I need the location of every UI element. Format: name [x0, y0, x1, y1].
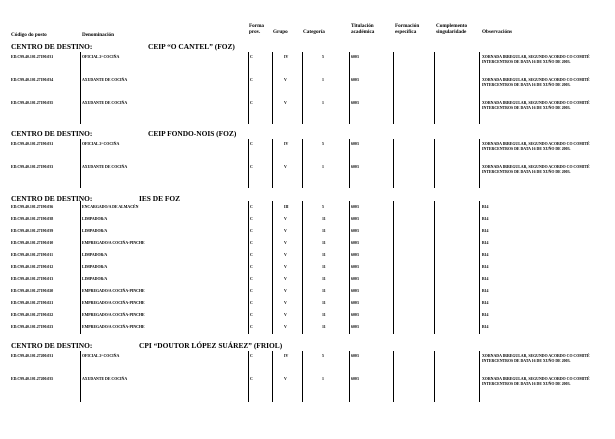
row-observacions: B14 [482, 265, 489, 269]
column-rule [272, 139, 273, 188]
row-titulacion: 6003 [351, 377, 359, 381]
row-titulacion: 6003 [351, 165, 359, 169]
row-observacions: XORNADA IRREGULAR, SEGUNDO ACORDO CO COMITÉ INTERCENTROS DE DATA 16 DE XUÑO DE 2003. [482, 101, 590, 110]
row-titulacion: 6003 [351, 253, 359, 257]
row-grupo: III [284, 205, 289, 209]
row-denominacion: LIMPADOR/A [82, 253, 108, 257]
row-forma: C [250, 313, 253, 317]
row-code: ED.C99.40.101.27200.031 [11, 354, 54, 358]
column-rule [302, 201, 303, 334]
row-titulacion: 6003 [351, 241, 359, 245]
row-titulacion: 6003 [351, 142, 359, 146]
row-grupo: V [284, 277, 287, 281]
row-categoria: 5 [322, 205, 324, 209]
row-titulacion: 6003 [351, 229, 359, 233]
row-forma: C [250, 55, 253, 59]
column-rule [302, 351, 303, 402]
column-rule [434, 139, 435, 188]
row-categoria: 11 [322, 301, 326, 305]
row-denominacion: OFICIAL 2ª COCIÑA [82, 55, 120, 59]
row-forma: C [250, 78, 253, 82]
header-grupo: Grupo [273, 28, 288, 35]
row-titulacion: 6003 [351, 101, 359, 105]
column-rule [272, 52, 273, 124]
section-name: CEIP “O CANTEL” (FOZ) [148, 42, 235, 51]
row-denominacion: AXUDANTE DE COCIÑA [82, 101, 128, 105]
row-titulacion: 6003 [351, 289, 359, 293]
row-denominacion: AXUDANTE DE COCIÑA [82, 78, 128, 82]
row-categoria: 11 [322, 325, 326, 329]
row-grupo: V [284, 253, 287, 257]
column-rule [248, 52, 249, 124]
row-grupo: V [284, 217, 287, 221]
row-forma: C [250, 253, 253, 257]
row-categoria: 11 [322, 253, 326, 257]
row-titulacion: 6003 [351, 55, 359, 59]
row-forma: C [250, 277, 253, 281]
row-forma: C [250, 229, 253, 233]
row-code: ED.C99.40.101.27190.021 [11, 301, 54, 305]
column-rule [479, 139, 480, 188]
row-code: ED.C99.40.101.27190.011 [11, 253, 54, 257]
row-observacions: XORNADA IRREGULAR, SEGUNDO ACORDO CO COMITÉ INTERCENTROS DE DATA 16 DE XUÑO DE 2003. [482, 142, 590, 151]
row-grupo: V [284, 313, 287, 317]
header-codigo: Código do posto [11, 32, 47, 38]
column-rule [349, 139, 350, 188]
row-forma: C [250, 265, 253, 269]
row-observacions: B14 [482, 301, 489, 305]
row-grupo: IV [284, 55, 289, 59]
header-forma-2: prov. [249, 28, 261, 35]
row-code: ED.C99.40.101.27190.034 [11, 78, 54, 82]
column-rule [393, 139, 394, 188]
column-rule [272, 201, 273, 334]
row-categoria: 11 [322, 289, 326, 293]
section-label: CENTRO DE DESTINO: [11, 194, 93, 203]
row-grupo: IV [284, 142, 289, 146]
row-grupo: V [284, 229, 287, 233]
row-denominacion: OFICIAL 2ª COCIÑA [82, 142, 120, 146]
row-grupo: V [284, 165, 287, 169]
row-categoria: 5 [322, 142, 324, 146]
row-categoria: 11 [322, 265, 326, 269]
row-denominacion: LIMPADOR/A [82, 265, 108, 269]
row-observacions: B14 [482, 229, 489, 233]
row-observacions: B14 [482, 289, 489, 293]
row-titulacion: 6003 [351, 265, 359, 269]
row-code: ED.C99.40.101.27190.013 [11, 277, 54, 281]
row-categoria: 1 [322, 377, 324, 381]
column-rule [349, 351, 350, 402]
row-grupo: V [284, 301, 287, 305]
column-rule [434, 351, 435, 402]
row-observacions: B14 [482, 253, 489, 257]
row-titulacion: 6003 [351, 277, 359, 281]
section-label: CENTRO DE DESTINO: [11, 42, 93, 51]
row-forma: C [250, 217, 253, 221]
row-categoria: 11 [322, 277, 326, 281]
section-label: CENTRO DE DESTINO: [11, 129, 93, 138]
column-rule [302, 139, 303, 188]
row-grupo: V [284, 265, 287, 269]
section-name: CPI “DOUTOR LÓPEZ SUÁREZ” (FRIOL) [139, 341, 283, 350]
column-rule [248, 351, 249, 402]
row-observacions: XORNADA IRREGULAR, SEGUNDO ACORDO CO COMITÉ INTERCENTROS DE DATA 16 DE XUÑO DE 2003. [482, 377, 590, 386]
row-forma: C [250, 354, 253, 358]
column-rule [479, 351, 480, 402]
row-forma: C [250, 289, 253, 293]
row-code: ED.C99.40.101.27190.012 [11, 265, 54, 269]
row-denominacion: EMPREGADO/A COCIÑA-PINCHE [82, 289, 145, 293]
row-code: ED.C99.40.101.27190.035 [11, 101, 54, 105]
row-observacions: XORNADA IRREGULAR, SEGUNDO ACORDO CO COMITÉ INTERCENTROS DE DATA 16 DE XUÑO DE 2003. [482, 78, 590, 87]
section-label: CENTRO DE DESTINO: [11, 341, 93, 350]
row-denominacion: LIMPADOR/A [82, 277, 108, 281]
row-titulacion: 6003 [351, 217, 359, 221]
column-rule [302, 52, 303, 124]
column-rule [393, 351, 394, 402]
row-denominacion: EMPREGADO/A COCIÑA-PINCHE [82, 313, 145, 317]
row-code: ED.C99.40.101.27190.010 [11, 241, 54, 245]
column-rule [393, 201, 394, 334]
row-forma: C [250, 165, 253, 169]
header-observacions: Observacións [482, 28, 512, 35]
column-rule [349, 52, 350, 124]
row-observacions: B14 [482, 205, 489, 209]
row-code: ED.C99.40.101.27190.031 [11, 55, 54, 59]
row-titulacion: 6003 [351, 325, 359, 329]
row-observacions: B14 [482, 241, 489, 245]
column-rule [248, 139, 249, 188]
row-grupo: IV [284, 354, 289, 358]
row-grupo: V [284, 289, 287, 293]
row-grupo: V [284, 377, 287, 381]
header-complemento-1: Complemento [436, 23, 468, 29]
row-forma: C [250, 301, 253, 305]
row-categoria: 5 [322, 354, 324, 358]
row-code: ED.C99.40.101.27190.038 [11, 217, 54, 221]
row-code: ED.C99.40.101.27190.033 [11, 165, 54, 169]
row-forma: C [250, 205, 253, 209]
header-formacion-1: Formación [395, 23, 420, 29]
row-denominacion: ENCARGADO/A DE ALMACÉN [82, 205, 139, 209]
row-titulacion: 6003 [351, 205, 359, 209]
row-observacions: B14 [482, 325, 489, 329]
header-denominacion: Denominación [82, 32, 114, 38]
row-categoria: 11 [322, 217, 326, 221]
row-categoria: 1 [322, 165, 324, 169]
row-code: ED.C99.40.101.27190.020 [11, 289, 54, 293]
row-titulacion: 6003 [351, 313, 359, 317]
row-code: ED.C99.40.101.27190.039 [11, 229, 54, 233]
row-observacions: B14 [482, 313, 489, 317]
header-formacion-2: específica [395, 28, 417, 35]
column-rule [248, 201, 249, 334]
column-rule [80, 351, 81, 402]
row-observacions: B14 [482, 217, 489, 221]
row-categoria: 11 [322, 229, 326, 233]
row-grupo: V [284, 325, 287, 329]
row-forma: C [250, 377, 253, 381]
row-categoria: 1 [322, 101, 324, 105]
row-categoria: 11 [322, 241, 326, 245]
row-observacions: XORNADA IRREGULAR, SEGUNDO ACORDO CO COMITÉ INTERCENTROS DE DATA 16 DE XUÑO DE 2003. [482, 165, 590, 174]
row-titulacion: 6003 [351, 354, 359, 358]
column-rule [349, 201, 350, 334]
row-titulacion: 6003 [351, 301, 359, 305]
column-rule [434, 52, 435, 124]
header-titulacion-2: académica [351, 28, 375, 35]
row-titulacion: 6003 [351, 78, 359, 82]
row-categoria: 11 [322, 313, 326, 317]
row-code: ED.C99.40.101.27190.023 [11, 325, 54, 329]
row-forma: C [250, 142, 253, 146]
column-rule [80, 201, 81, 334]
column-rule [434, 201, 435, 334]
row-denominacion: LIMPADOR/A [82, 217, 108, 221]
row-code: ED.C99.40.101.27200.035 [11, 377, 54, 381]
header-categoria: Categoría [303, 28, 325, 35]
row-code: ED.C99.40.101.27190.036 [11, 205, 54, 209]
row-denominacion: LIMPADOR/A [82, 229, 108, 233]
column-rule [80, 139, 81, 188]
column-rule [80, 52, 81, 124]
row-denominacion: EMPREGADO/A COCIÑA-PINCHE [82, 301, 145, 305]
row-observacions: XORNADA IRREGULAR, SEGUNDO ACORDO CO COMITÉ INTERCENTROS DE DATA 16 DE XUÑO DE 2003. [482, 354, 590, 363]
row-forma: C [250, 241, 253, 245]
row-denominacion: EMPREGADO/A COCIÑA-PINCHE [82, 241, 145, 245]
row-denominacion: AXUDANTE DE COCIÑA [82, 377, 128, 381]
row-forma: C [250, 325, 253, 329]
header-complemento-2: singularidade [436, 28, 467, 35]
row-observacions: B14 [482, 277, 489, 281]
row-denominacion: EMPREGADO/A COCIÑA-PINCHE [82, 325, 145, 329]
column-rule [272, 351, 273, 402]
row-observacions: XORNADA IRREGULAR, SEGUNDO ACORDO CO COMITÉ INTERCENTROS DE DATA 16 DE XUÑO DE 2003. [482, 55, 590, 64]
row-forma: C [250, 101, 253, 105]
column-rule [393, 52, 394, 124]
section-name: CEIP FONDO-NOIS (FOZ) [148, 129, 237, 138]
row-code: ED.C99.40.101.27190.022 [11, 313, 54, 317]
row-grupo: V [284, 78, 287, 82]
row-denominacion: OFICIAL 2ª COCIÑA [82, 354, 120, 358]
row-grupo: V [284, 241, 287, 245]
header-forma-1: Forma [249, 23, 264, 29]
column-rule [479, 201, 480, 334]
row-grupo: V [284, 101, 287, 105]
row-denominacion: AXUDANTE DE COCIÑA [82, 165, 128, 169]
column-rule [479, 52, 480, 124]
header-titulacion-1: Titulación [351, 23, 374, 29]
row-categoria: 1 [322, 78, 324, 82]
row-categoria: 5 [322, 55, 324, 59]
section-name: IES DE FOZ [139, 194, 181, 203]
row-code: ED.C99.40.101.27190.031 [11, 142, 54, 146]
